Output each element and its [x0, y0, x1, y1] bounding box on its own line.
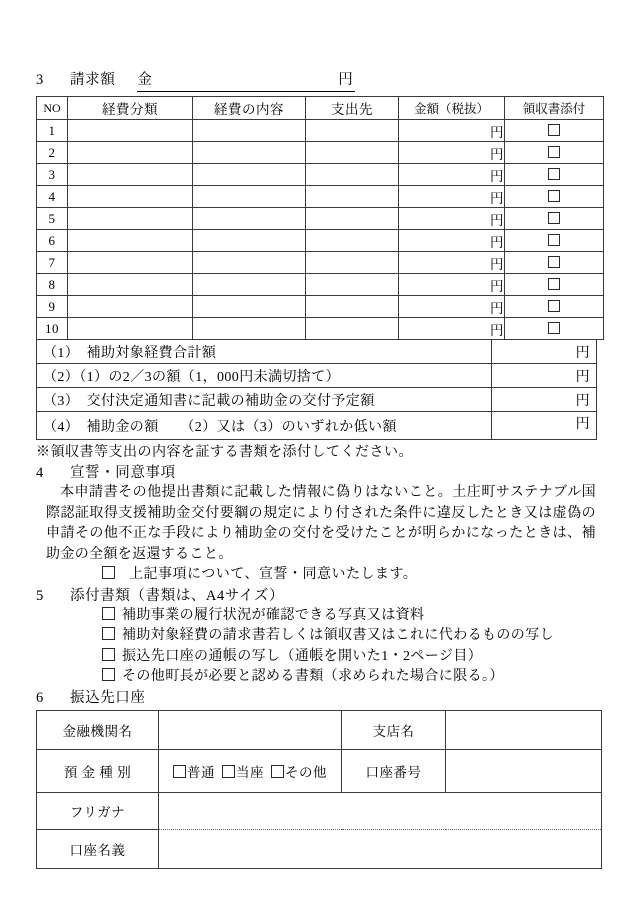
row-no: 5 — [37, 208, 68, 230]
row-no: 1 — [37, 120, 68, 142]
row-no: 10 — [37, 318, 68, 340]
row-detail[interactable] — [193, 120, 306, 142]
section-4-title: 宣誓・同意事項 — [70, 465, 176, 481]
deposit-type-ordinary-label: 普通 — [187, 764, 215, 780]
receipt-checkbox[interactable] — [548, 278, 560, 290]
attachment-checkbox[interactable] — [102, 668, 115, 681]
row-payee[interactable] — [306, 230, 399, 252]
section-4-heading — [36, 463, 598, 483]
pledge-agreement-label: 上記事項について、宣誓・同意いたします。 — [129, 567, 418, 582]
table-row — [37, 318, 604, 340]
table-row — [37, 230, 604, 252]
account-number-field[interactable] — [446, 749, 602, 792]
summary-label-4: （4） 補助金の額 （2）又は（3）のいずれか低い額 — [37, 412, 492, 440]
row-amount[interactable]: 円 — [399, 252, 505, 274]
section-6-title: 振込先口座 — [70, 689, 146, 706]
row-receipt-cell — [505, 274, 604, 296]
col-header-receipt: 領収書添付 — [505, 97, 604, 120]
row-receipt-cell — [505, 164, 604, 186]
table-row — [37, 252, 604, 274]
row-payee[interactable] — [306, 142, 399, 164]
section-5-number: 5 — [36, 587, 44, 604]
row-category[interactable] — [68, 296, 193, 318]
expense-table-header-row — [37, 97, 604, 120]
attachment-checkbox[interactable] — [102, 627, 115, 640]
row-category[interactable] — [68, 164, 193, 186]
row-receipt-cell — [505, 252, 604, 274]
col-header-category: 経費分類 — [68, 97, 193, 120]
row-no: 9 — [37, 296, 68, 318]
receipt-note: ※領収書等支出の内容を証する書類を添付してください。 — [36, 445, 413, 460]
bank-row-furigana — [37, 792, 602, 829]
row-detail[interactable] — [193, 252, 306, 274]
claim-amount-yen-label: 円 — [338, 72, 354, 88]
col-header-amount: 金額（税抜） — [399, 97, 505, 120]
row-detail[interactable] — [193, 186, 306, 208]
bank-row-account-name — [37, 829, 602, 868]
table-row — [37, 164, 604, 186]
row-receipt-cell — [505, 186, 604, 208]
row-amount[interactable]: 円 — [399, 208, 505, 230]
section-6-heading — [36, 688, 598, 708]
row-category[interactable] — [68, 230, 193, 252]
row-payee[interactable] — [306, 296, 399, 318]
row-no: 3 — [37, 164, 68, 186]
row-payee[interactable] — [306, 186, 399, 208]
claim-amount-field[interactable] — [137, 70, 355, 92]
row-detail[interactable] — [193, 208, 306, 230]
summary-row-2 — [37, 364, 597, 388]
row-category[interactable] — [68, 208, 193, 230]
summary-table — [36, 339, 597, 440]
col-header-no: NO — [37, 97, 68, 120]
branch-label: 支店名 — [342, 710, 446, 749]
pledge-agreement-checkbox[interactable] — [102, 566, 115, 579]
account-name-label: 口座名義 — [37, 829, 159, 868]
deposit-type-label: 預 金 種 別 — [37, 749, 159, 792]
row-receipt-cell — [505, 318, 604, 340]
receipt-checkbox[interactable] — [548, 256, 560, 268]
table-row — [37, 142, 604, 164]
summary-value-1[interactable]: 円 — [492, 340, 597, 364]
attachment-checkbox[interactable] — [102, 648, 115, 661]
row-category[interactable] — [68, 252, 193, 274]
row-payee[interactable] — [306, 318, 399, 340]
table-row — [37, 208, 604, 230]
row-detail[interactable] — [193, 142, 306, 164]
attachment-item — [36, 626, 598, 647]
receipt-checkbox[interactable] — [548, 322, 560, 334]
section-4-number: 4 — [36, 465, 44, 481]
row-category[interactable] — [68, 318, 193, 340]
row-detail[interactable] — [193, 296, 306, 318]
section-6-number: 6 — [36, 689, 44, 706]
summary-row-1 — [37, 340, 597, 364]
section-5-title: 添付書類（書類は、A4サイズ） — [70, 587, 285, 604]
row-payee[interactable] — [306, 252, 399, 274]
row-no: 8 — [37, 274, 68, 296]
receipt-checkbox[interactable] — [548, 234, 560, 246]
row-receipt-cell — [505, 296, 604, 318]
furigana-field[interactable] — [159, 792, 602, 829]
row-payee[interactable] — [306, 164, 399, 186]
attachment-item — [36, 647, 598, 668]
attachment-label: 補助事業の履行状況が確認できる写真又は資料 — [122, 607, 425, 623]
receipt-checkbox[interactable] — [548, 300, 560, 312]
deposit-type-current-checkbox[interactable] — [222, 765, 235, 778]
row-no: 4 — [37, 186, 68, 208]
account-name-field[interactable] — [159, 829, 602, 868]
row-amount[interactable]: 円 — [399, 296, 505, 318]
section-5-heading — [36, 586, 598, 606]
pledge-agreement-line — [36, 565, 598, 586]
institution-field[interactable] — [159, 710, 342, 749]
row-amount[interactable]: 円 — [399, 274, 505, 296]
section-3-title: 請求額 — [70, 72, 116, 88]
summary-value-3[interactable]: 円 — [492, 388, 597, 412]
receipt-checkbox[interactable] — [548, 124, 560, 136]
deposit-type-current-label: 当座 — [236, 764, 264, 780]
summary-value-4[interactable]: 円 — [492, 412, 597, 440]
furigana-label: フリガナ — [37, 792, 159, 829]
table-row — [37, 186, 604, 208]
col-header-detail: 経費の内容 — [193, 97, 306, 120]
receipt-checkbox[interactable] — [548, 146, 560, 158]
claim-amount-kin-label: 金 — [137, 72, 153, 88]
deposit-type-ordinary-checkbox[interactable] — [173, 765, 186, 778]
row-detail[interactable] — [193, 318, 306, 340]
deposit-type-options — [159, 749, 342, 792]
document-content — [36, 70, 598, 869]
row-category[interactable] — [68, 120, 193, 142]
receipt-checkbox[interactable] — [548, 168, 560, 180]
table-row — [37, 296, 604, 318]
row-no: 6 — [37, 230, 68, 252]
attachment-item — [36, 667, 598, 688]
summary-row-4 — [37, 412, 597, 440]
row-category[interactable] — [68, 274, 193, 296]
institution-label: 金融機関名 — [37, 710, 159, 749]
receipt-checkbox[interactable] — [548, 190, 560, 202]
row-category[interactable] — [68, 142, 193, 164]
row-receipt-cell — [505, 208, 604, 230]
row-receipt-cell — [505, 142, 604, 164]
row-receipt-cell — [505, 120, 604, 142]
row-amount[interactable]: 円 — [399, 318, 505, 340]
row-detail[interactable] — [193, 164, 306, 186]
expense-table — [36, 96, 604, 340]
row-no: 2 — [37, 142, 68, 164]
table-row — [37, 274, 604, 296]
summary-label-1: （1） 補助対象経費合計額 — [37, 340, 492, 364]
attachment-checkbox[interactable] — [102, 607, 115, 620]
account-number-label: 口座番号 — [342, 749, 446, 792]
bank-row-institution — [37, 710, 602, 749]
receipt-checkbox[interactable] — [548, 212, 560, 224]
pledge-paragraph: 本申請書その他提出書類に記載した情報に偽りはないこと。土庄町サステナブル国際認証取得支援補助金交付要綱の規定により付された条件に違反したとき又は虚偽の申請その他不正な手段により補助金の交付を受けたことが明らかになったときは、補助金の全額を返還すること。 — [46, 485, 596, 562]
summary-label-2: （2）（1）の2／3の額（1，000円未満切捨て） — [37, 364, 492, 388]
branch-field[interactable] — [446, 710, 602, 749]
col-header-payee: 支出先 — [306, 97, 399, 120]
row-detail[interactable] — [193, 274, 306, 296]
row-receipt-cell — [505, 230, 604, 252]
attachment-label: 振込先口座の通帳の写し（通帳を開いた1・2ページ目） — [122, 648, 483, 664]
row-category[interactable] — [68, 186, 193, 208]
row-detail[interactable] — [193, 230, 306, 252]
deposit-type-other-label: その他 — [285, 764, 327, 780]
attachment-label: 補助対象経費の請求書若しくは領収書又はこれに代わるものの写し — [122, 628, 554, 643]
row-amount[interactable]: 円 — [399, 230, 505, 252]
attachment-item — [36, 606, 598, 627]
row-payee[interactable] — [306, 208, 399, 230]
row-amount[interactable]: 円 — [399, 186, 505, 208]
bank-account-table — [36, 710, 602, 869]
table-row — [37, 120, 604, 142]
deposit-type-other-checkbox[interactable] — [271, 765, 284, 778]
row-payee[interactable] — [306, 274, 399, 296]
summary-label-3: （3） 交付決定通知書に記載の補助金の交付予定額 — [37, 388, 492, 412]
section-3-number: 3 — [36, 72, 44, 88]
row-payee[interactable] — [306, 120, 399, 142]
section-3-heading — [36, 70, 598, 92]
row-amount[interactable]: 円 — [399, 164, 505, 186]
row-amount[interactable]: 円 — [399, 142, 505, 164]
attachment-label: その他町長が必要と認める書類（求められた場合に限る。） — [122, 669, 504, 684]
summary-value-2[interactable]: 円 — [492, 364, 597, 388]
row-no: 7 — [37, 252, 68, 274]
row-amount[interactable]: 円 — [399, 120, 505, 142]
summary-row-3 — [37, 388, 597, 412]
bank-row-deposit-type — [37, 749, 602, 792]
